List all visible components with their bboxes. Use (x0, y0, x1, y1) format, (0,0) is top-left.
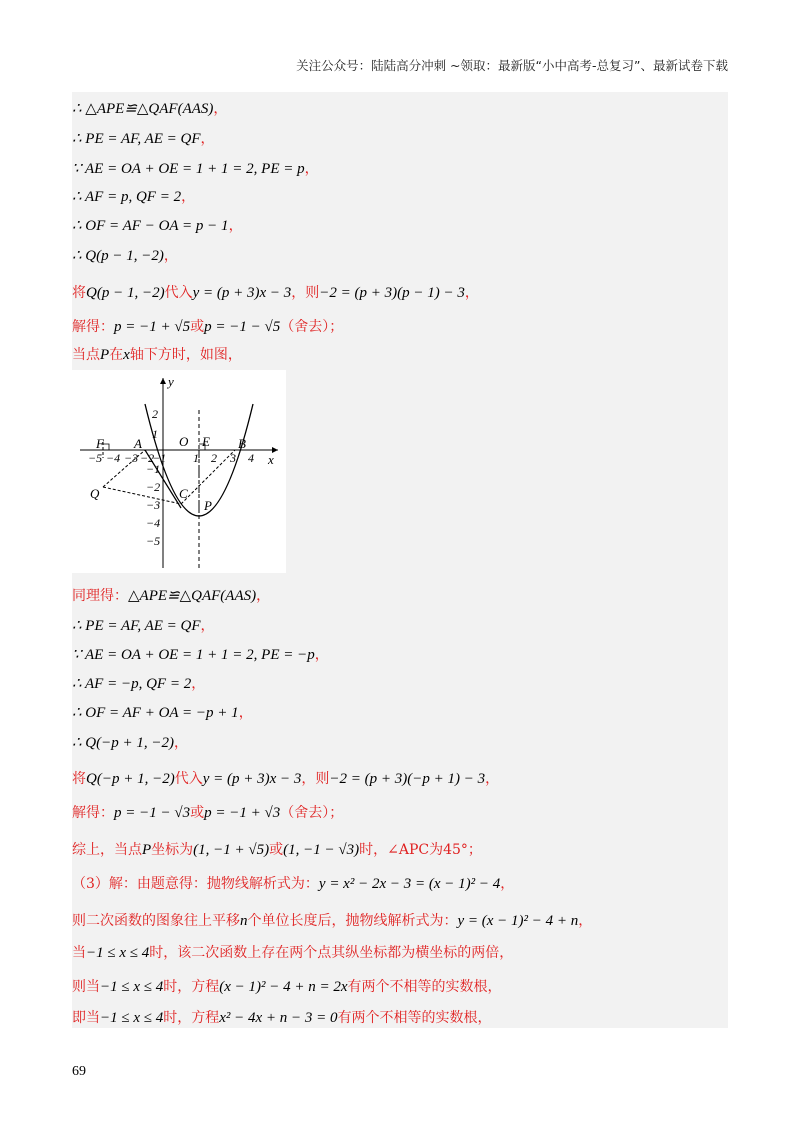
line-math: ∵ AE = OA + OE = 1 + 1 = 2, PE = −p (72, 647, 315, 663)
line-math: ∴ Q(−p + 1, −2) (72, 735, 174, 751)
line-math: Q(p − 1, −2) (86, 285, 165, 301)
line-text: ， (464, 285, 479, 301)
line-text: 在 (109, 347, 124, 363)
y-tick-neg5: −5 (146, 534, 161, 548)
line-math: p = −1 − √5 (204, 319, 281, 335)
line-text: 时，方程 (163, 979, 220, 995)
line-text: 则二次函数的图象往上平移 (72, 913, 240, 929)
x-tick-neg4: −4 (106, 451, 121, 465)
line-text: 轴下方时，如图， (129, 347, 242, 363)
line-text: ， (213, 101, 228, 117)
y-tick-neg2: −2 (146, 480, 161, 494)
line-math: (1, −1 − √3) (283, 842, 360, 858)
line-text: ， (238, 705, 253, 721)
solution-line (72, 96, 227, 122)
origin-label: O (179, 434, 189, 449)
solution-line (72, 126, 215, 152)
line-text: 坐标为 (151, 842, 194, 858)
line-text: ， (485, 771, 500, 787)
x-tick-neg1: −1 (152, 451, 167, 465)
y-tick-neg4: −4 (146, 516, 161, 530)
solution-line (72, 837, 482, 863)
solution-line (72, 1005, 492, 1031)
solution-line (72, 700, 253, 726)
line-text: 个单位长度后，抛物线解析式为： (247, 913, 458, 929)
solution-line (72, 871, 514, 897)
line-math: p = −1 + √3 (204, 805, 281, 821)
line-text: 有两个不相等的实数根， (337, 1010, 492, 1026)
line-math: (1, −1 + √5) (193, 842, 270, 858)
line-math: ∴ △APE≌△QAF(AAS) (72, 101, 214, 117)
solution-line (72, 800, 343, 826)
line-text: （3）解：由题意得：抛物线解析式为： (72, 876, 319, 892)
line-text: ， (200, 618, 215, 634)
line-math: −1 ≤ x ≤ 4 (100, 979, 164, 995)
line-text: 综上，当点 (72, 842, 142, 858)
line-math: ∴ PE = AF, AE = QF (72, 618, 201, 634)
line-math: p = −1 − √3 (114, 805, 191, 821)
solution-line (72, 766, 499, 792)
page-number: 69 (72, 1064, 86, 1079)
solution-line (72, 243, 178, 269)
page-header: 关注公众号：陆陆高分冲刺 ~领取：最新版“小中高考-总复习”、最新试卷下载 (296, 58, 728, 73)
line-math: ∴ AF = −p, QF = 2 (72, 676, 192, 692)
point-q-label: Q (90, 486, 100, 501)
line-text: （舍去）； (280, 319, 344, 335)
x-tick-4: 4 (248, 451, 254, 465)
line-text: ， (304, 161, 319, 177)
line-text: 则当 (72, 979, 100, 995)
line-text: ， (163, 248, 178, 264)
solution-line (72, 280, 479, 306)
line-text: 当 (72, 945, 86, 961)
line-text: ， (578, 913, 593, 929)
solution-line (72, 940, 513, 966)
line-text: 有两个不相等的实数根， (347, 979, 502, 995)
line-text: 时，∠APC为45°； (359, 842, 482, 858)
line-text: ， (256, 588, 271, 604)
line-text: 时，方程 (163, 1010, 220, 1026)
line-math: p = −1 + √5 (114, 319, 191, 335)
line-text: 同理得： (72, 588, 128, 604)
line-text: ， (200, 131, 215, 147)
y-tick-1: 1 (152, 427, 158, 441)
line-math: y = (p + 3)x − 3 (202, 771, 302, 787)
line-math: ∴ PE = AF, AE = QF (72, 131, 201, 147)
y-axis-arrow (160, 378, 166, 384)
line-text: ， (191, 676, 206, 692)
point-e-label: E (202, 434, 210, 449)
line-math: y = (p + 3)x − 3 (192, 285, 292, 301)
line-text: （舍去）； (280, 805, 344, 821)
line-text: 或 (269, 842, 284, 858)
point-c-label: C (179, 486, 188, 501)
line-math: Q(−p + 1, −2) (86, 771, 175, 787)
line-math: ∴ OF = AF + OA = −p + 1 (72, 705, 239, 721)
y-tick-neg1: −1 (146, 462, 161, 476)
parabola-figure (72, 370, 286, 573)
line-math: −2 = (p + 3)(p − 1) − 3 (319, 285, 465, 301)
line-text: 将 (72, 771, 86, 787)
x-tick-1: 1 (193, 451, 199, 465)
x-tick-2: 2 (211, 451, 217, 465)
line-text: 或 (190, 805, 205, 821)
line-text: 即当 (72, 1010, 100, 1026)
point-f-label: F (96, 436, 104, 451)
solution-line (72, 642, 329, 668)
line-math: ∴ Q(p − 1, −2) (72, 248, 164, 264)
line-math: △APE≌△QAF(AAS) (128, 588, 257, 604)
line-math: x² − 4x + n − 3 = 0 (219, 1010, 338, 1026)
point-b-label: B (238, 436, 246, 451)
line-math: −1 ≤ x ≤ 4 (86, 945, 150, 961)
solution-line (72, 613, 215, 639)
solution-line (72, 583, 270, 609)
line-math: y = x² − 2x − 3 = (x − 1)² − 4 (318, 876, 501, 892)
line-math: −1 ≤ x ≤ 4 (100, 1010, 164, 1026)
x-axis-label: x (268, 452, 274, 467)
line-text: 时，该二次函数上存在两个点其纵坐标都为横坐标的两倍， (149, 945, 514, 961)
solution-line (72, 730, 188, 756)
y-axis-label: y (168, 374, 174, 389)
line-text: 将 (72, 285, 86, 301)
line-math: P (100, 347, 110, 363)
line-text: 解得： (72, 805, 114, 821)
x-tick-neg5: −5 (88, 451, 103, 465)
line-math: ∴ AF = p, QF = 2 (72, 189, 182, 205)
line-text: ， (500, 876, 515, 892)
x-tick-3: 3 (230, 451, 236, 465)
line-text: ，则 (291, 285, 320, 301)
line-text: ， (173, 735, 188, 751)
solution-line (72, 156, 319, 182)
solution-line (72, 974, 502, 1000)
line-math: P (142, 842, 152, 858)
parabola-figure-svg (72, 370, 286, 573)
line-math: x (123, 347, 130, 363)
line-text: ，则 (301, 771, 330, 787)
point-a-label: A (134, 436, 142, 451)
line-text: 代入 (174, 771, 203, 787)
line-text: 当点 (72, 347, 100, 363)
y-tick-neg3: −3 (146, 498, 161, 512)
line-math: −2 = (p + 3)(−p + 1) − 3 (329, 771, 486, 787)
line-text: 或 (190, 319, 205, 335)
y-tick-2: 2 (152, 407, 158, 421)
line-text: ， (314, 647, 329, 663)
solution-line (72, 184, 195, 210)
x-tick-neg3: −3 (124, 451, 139, 465)
line-text: 解得： (72, 319, 114, 335)
line-math: ∵ AE = OA + OE = 1 + 1 = 2, PE = p (72, 161, 305, 177)
line-text: ， (228, 218, 243, 234)
line-text: 代入 (164, 285, 193, 301)
line-math: ∴ OF = AF − OA = p − 1 (72, 218, 229, 234)
line-math: n (240, 913, 248, 929)
segment-cb (181, 450, 235, 504)
solution-line (72, 671, 205, 697)
solution-line (72, 342, 242, 368)
solution-line (72, 213, 243, 239)
solution-line (72, 314, 343, 340)
line-text: ， (181, 189, 196, 205)
solution-line (72, 908, 592, 934)
point-p-label: P (204, 498, 212, 513)
x-tick-neg2: −2 (140, 451, 155, 465)
line-math: (x − 1)² − 4 + n = 2x (219, 979, 348, 995)
line-math: y = (x − 1)² − 4 + n (457, 913, 579, 929)
